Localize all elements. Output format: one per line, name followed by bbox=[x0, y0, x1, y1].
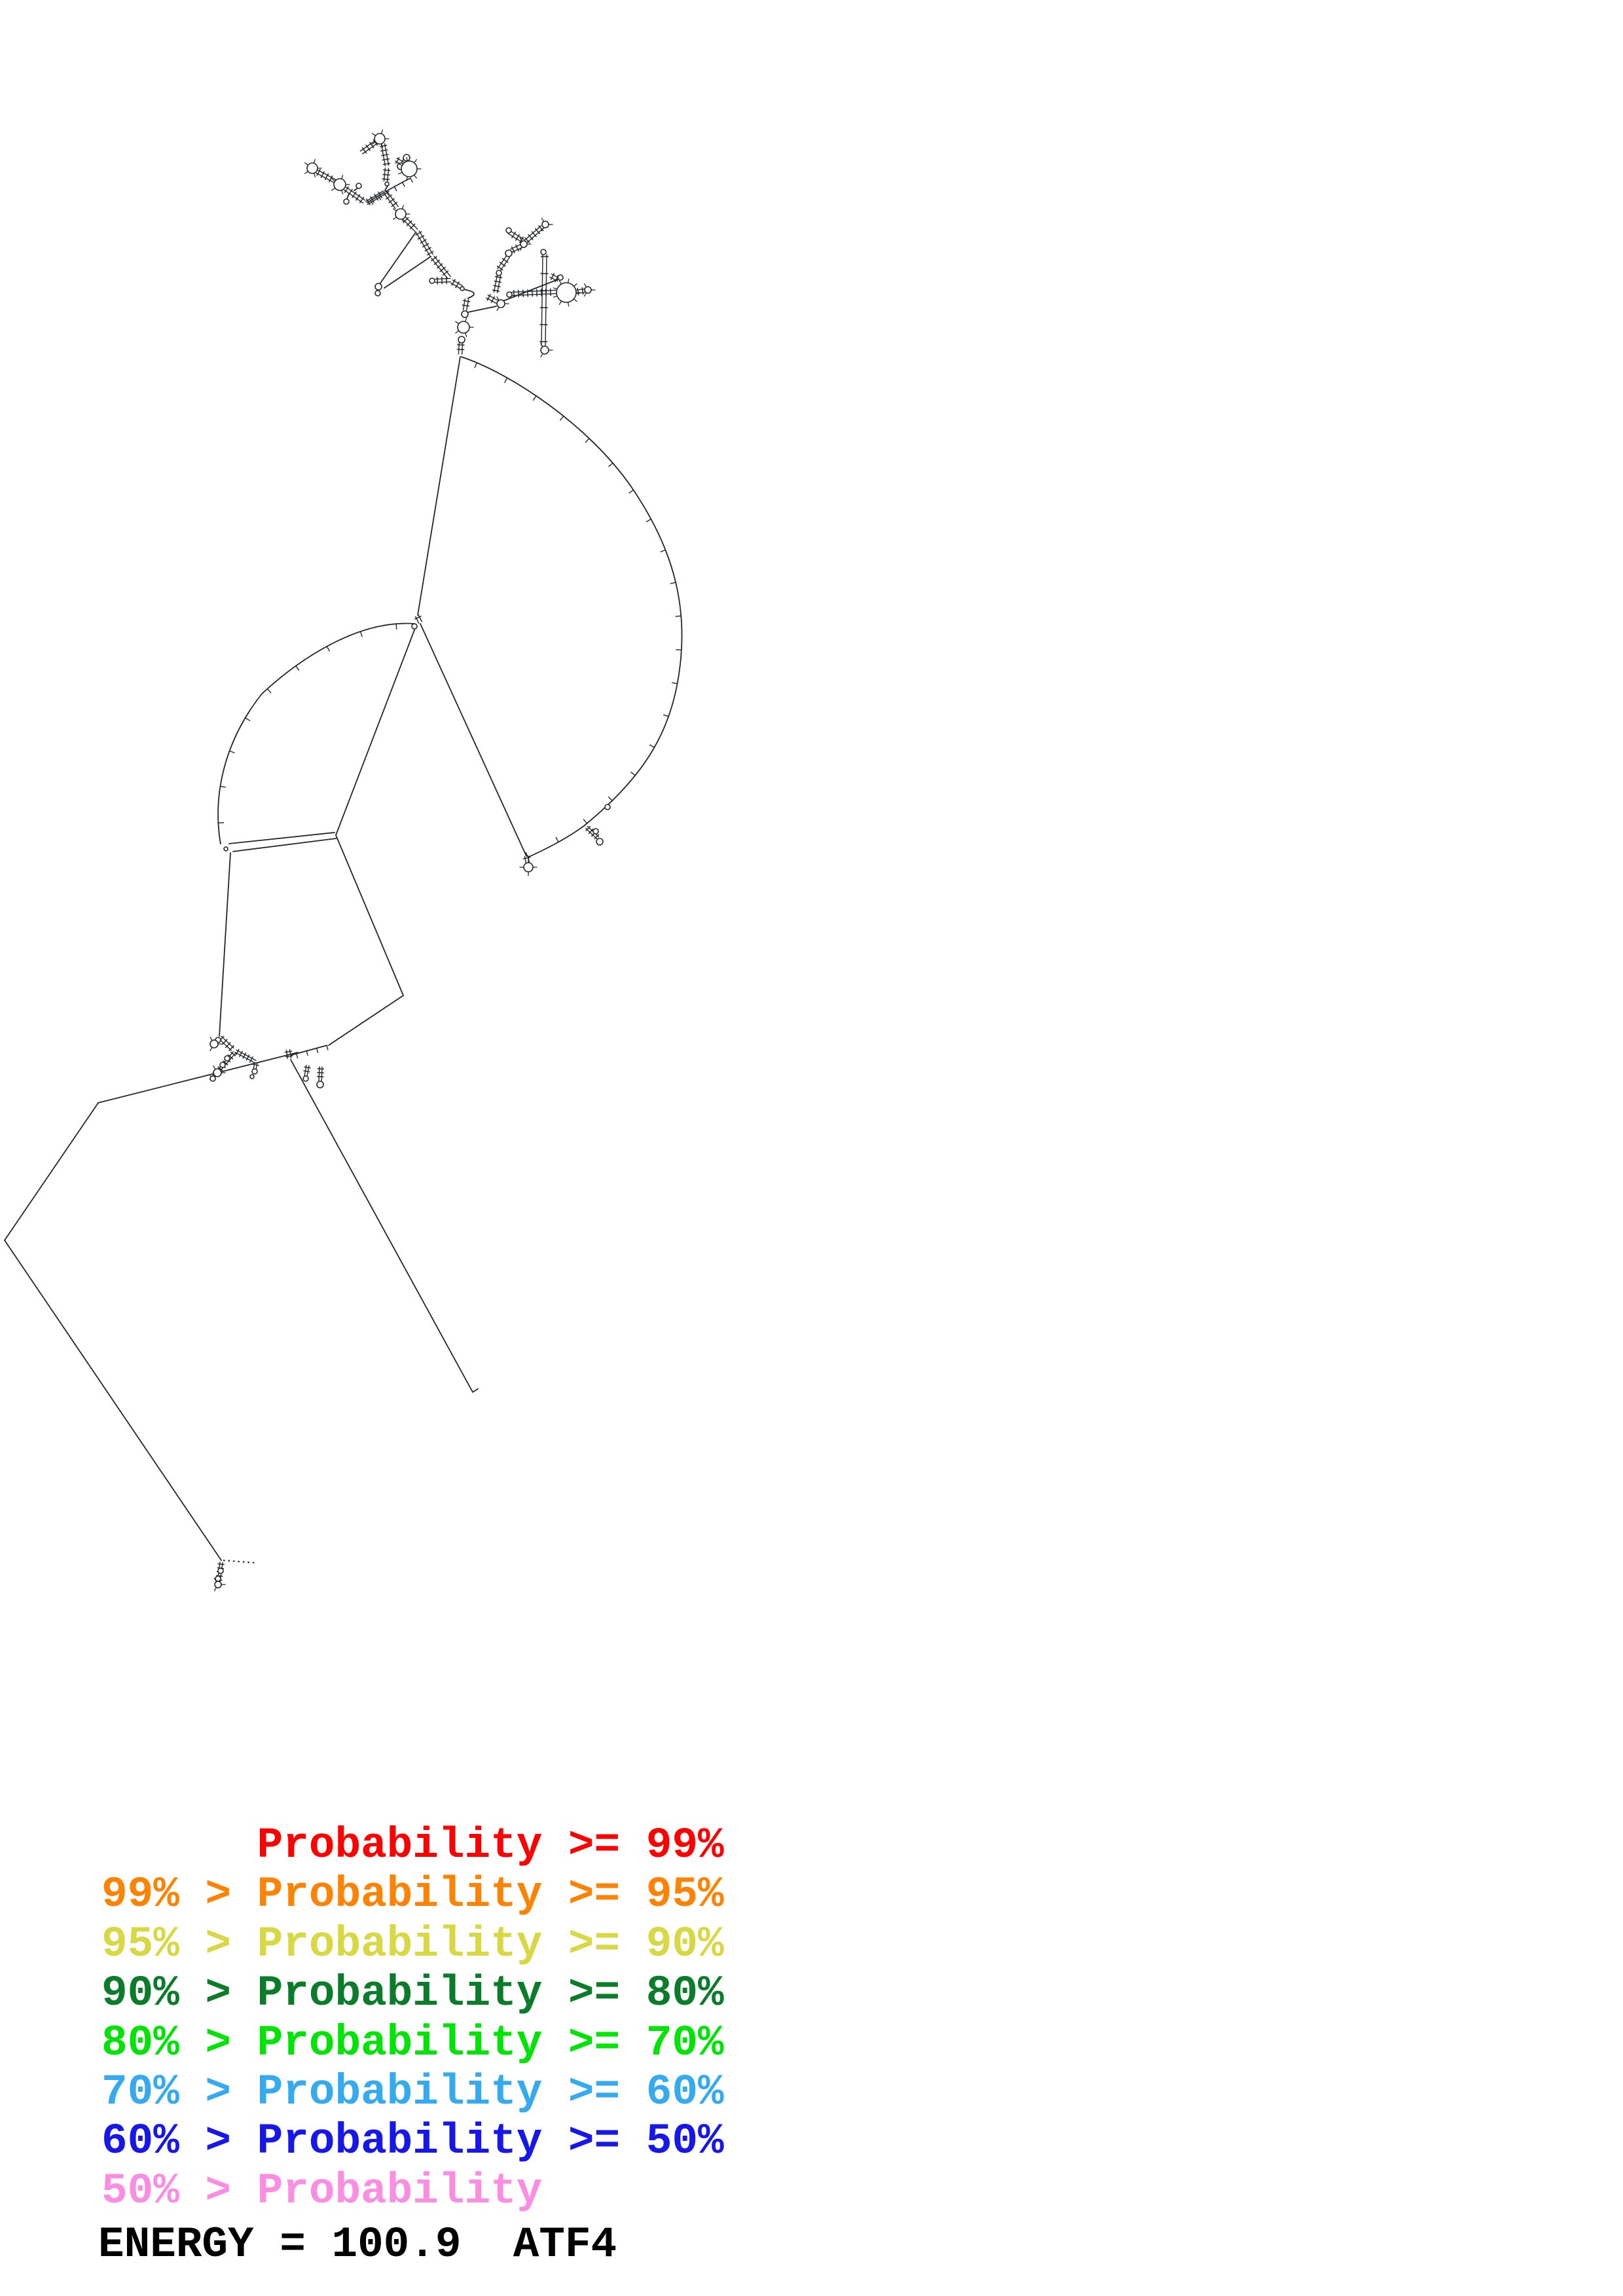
legend-line-95-99: 99% > Probability >= 95% bbox=[101, 1870, 724, 1920]
energy-label: ENERGY = 100.9 ATF4 bbox=[98, 2220, 617, 2269]
legend-line-below-50: 50% > Probability bbox=[101, 2166, 543, 2215]
probability-legend bbox=[101, 1821, 724, 2215]
legend-line-90-95: 95% > Probability >= 90% bbox=[101, 1919, 724, 1969]
legend-line-50-60: 60% > Probability >= 50% bbox=[101, 2117, 724, 2166]
legend-line-99: Probability >= 99% bbox=[101, 1821, 724, 1870]
structure-graph bbox=[5, 130, 682, 1591]
legend-line-70-80: 80% > Probability >= 70% bbox=[101, 2018, 724, 2068]
legend-line-60-70: 70% > Probability >= 60% bbox=[101, 2068, 724, 2117]
legend-line-80-90: 90% > Probability >= 80% bbox=[101, 1969, 724, 2018]
